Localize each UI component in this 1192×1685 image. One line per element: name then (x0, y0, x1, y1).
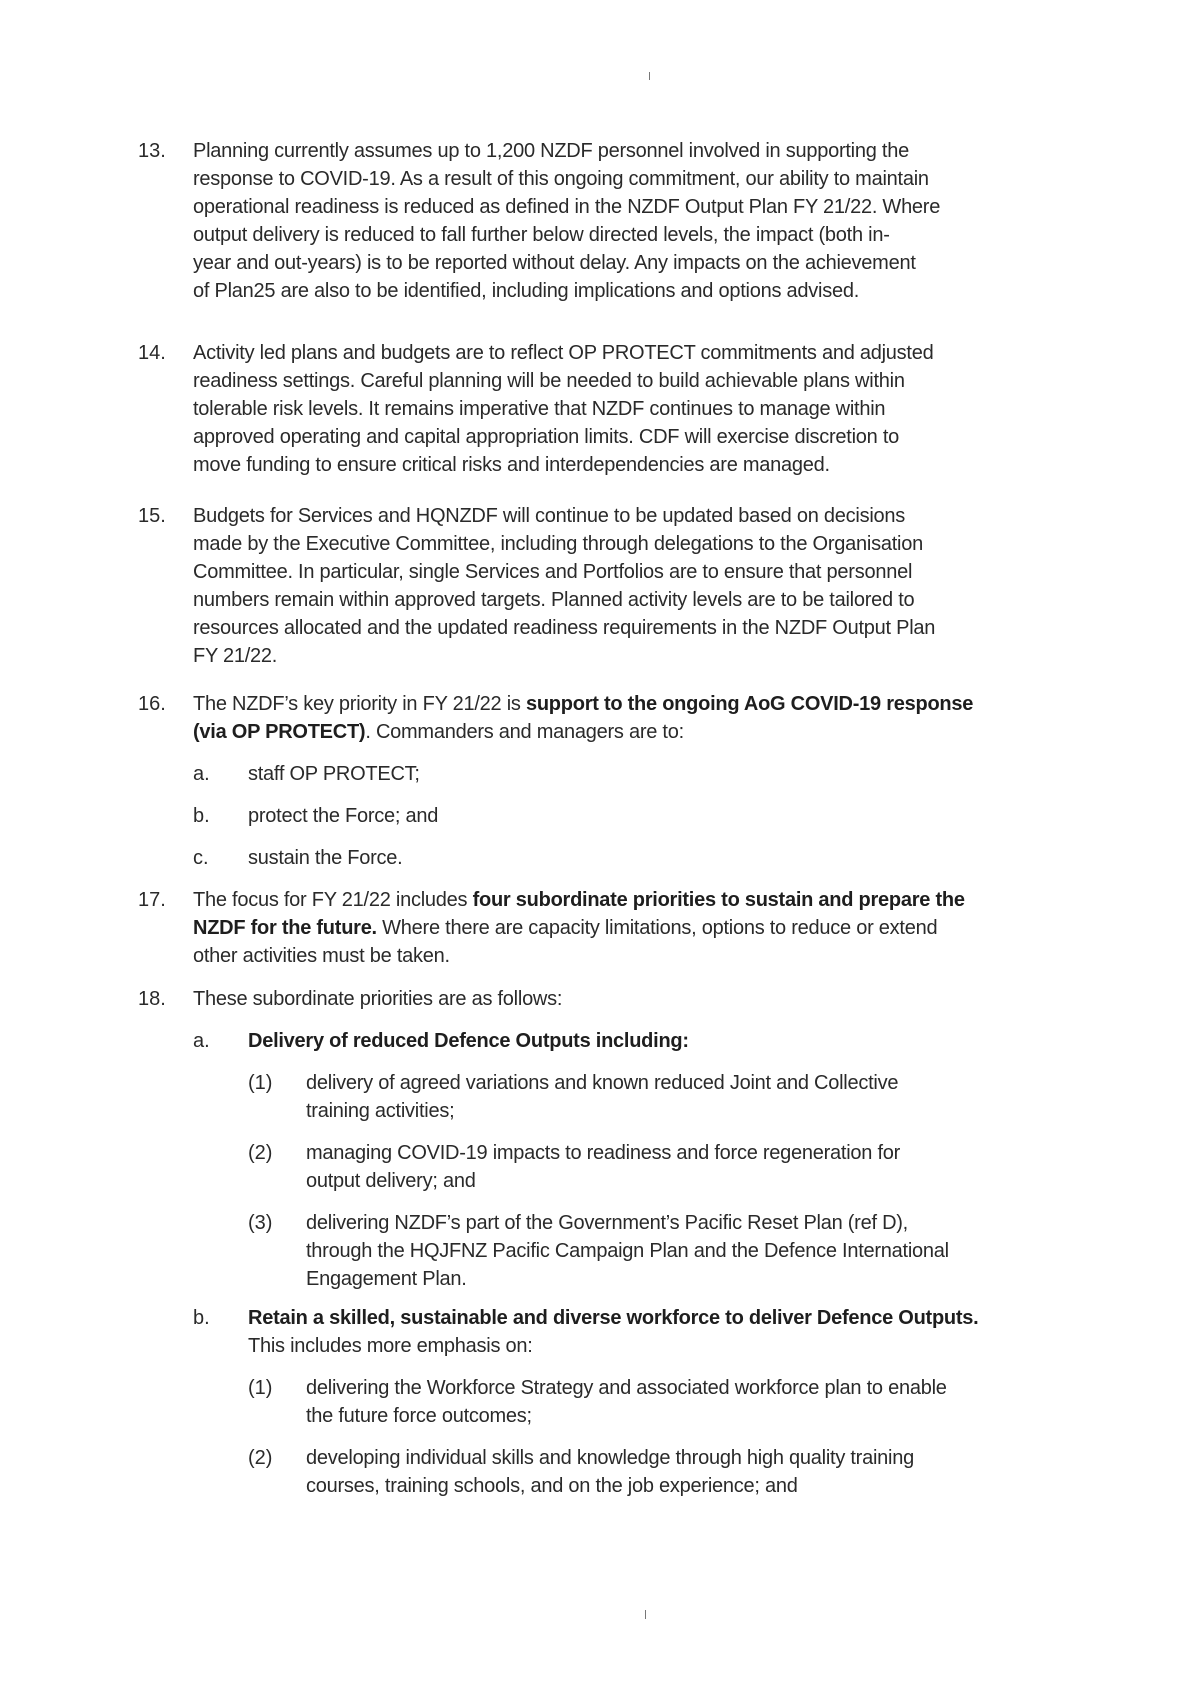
paragraph-line: of Plan25 are also to be identified, including implications and options advised. (193, 280, 859, 302)
paragraph-line: Budgets for Services and HQNZDF will continue to be updated based on decisions (193, 505, 906, 527)
paragraph-number: 15. (138, 505, 166, 527)
paragraph-line: Committee. In particular, single Services and Portfolios are to ensure that personnel (193, 561, 913, 583)
subsubitem-line: developing individual skills and knowledge through high quality training (306, 1447, 914, 1469)
subsubitem-line: delivery of agreed variations and known reduced Joint and Collective (306, 1072, 899, 1094)
paragraph-line (193, 886, 965, 914)
subsubitem-label: (2) (248, 1142, 273, 1164)
paragraph-line: FY 21/22. (193, 645, 278, 667)
paragraph-line (193, 718, 684, 746)
text-bold: four subordinate priorities to sustain and prepare the (472, 889, 965, 911)
item-label: c. (193, 847, 209, 869)
subsubitem-line: delivering NZDF’s part of the Government’s Pacific Reset Plan (ref D), (306, 1212, 908, 1234)
subsubitem-label: (3) (248, 1212, 273, 1234)
paragraph-line: made by the Executive Committee, including through delegations to the Organisation (193, 533, 923, 555)
subsubitem-line: delivering the Workforce Strategy and associated workforce plan to enable (306, 1377, 947, 1399)
paragraph-line: output delivery is reduced to fall further below directed levels, the impact (both in- (193, 224, 890, 246)
text-bold: NZDF for the future. (193, 917, 377, 939)
paragraph-line (193, 914, 937, 942)
paragraph-line: Planning currently assumes up to 1,200 NZDF personnel involved in supporting the (193, 140, 909, 162)
subitem-heading: Delivery of reduced Defence Outputs including: (248, 1030, 689, 1052)
subsubitem-line: the future force outcomes; (306, 1405, 532, 1427)
text-normal: The focus for FY 21/22 includes (193, 889, 473, 911)
text-normal: The NZDF’s key priority in FY 21/22 is (193, 693, 526, 715)
paragraph-line (193, 690, 973, 718)
paragraph-line: readiness settings. Careful planning will be needed to build achievable plans within (193, 370, 905, 392)
text-bold: (via OP PROTECT) (193, 721, 366, 743)
paragraph-line: year and out-years) is to be reported without delay. Any impacts on the achievement (193, 252, 916, 274)
text-normal: . Commanders and managers are to: (365, 721, 684, 743)
paragraph-line: tolerable risk levels. It remains imperative that NZDF continues to manage within (193, 398, 886, 420)
item-text: sustain the Force. (248, 847, 403, 869)
subsubitem-line: Engagement Plan. (306, 1268, 467, 1290)
subitem-label: a. (193, 1030, 210, 1052)
paragraph-number: 18. (138, 988, 166, 1010)
paragraph-line: other activities must be taken. (193, 945, 450, 967)
subitem-label: b. (193, 1307, 210, 1329)
item-text: protect the Force; and (248, 805, 439, 827)
paragraph-line: approved operating and capital appropriation limits. CDF will exercise discretion to (193, 426, 900, 448)
paragraph-line: numbers remain within approved targets. Planned activity levels are to be tailored to (193, 589, 915, 611)
paragraph-line: move funding to ensure critical risks and interdependencies are managed. (193, 454, 830, 476)
item-label: b. (193, 805, 210, 827)
item-text: staff OP PROTECT; (248, 763, 420, 785)
paragraph-number: 14. (138, 342, 166, 364)
paragraph-line: These subordinate priorities are as follows: (193, 988, 563, 1010)
paragraph-line: resources allocated and the updated readiness requirements in the NZDF Output Plan (193, 617, 936, 639)
paragraph-line: operational readiness is reduced as defined in the NZDF Output Plan FY 21/22. Where (193, 196, 941, 218)
subsubitem-line: training activities; (306, 1100, 455, 1122)
subsubitem-label: (2) (248, 1447, 273, 1469)
text-bold: support to the ongoing AoG COVID-19 response (525, 693, 974, 715)
item-label: a. (193, 763, 210, 785)
paragraph-line: response to COVID-19. As a result of this ongoing commitment, our ability to maintain (193, 168, 929, 190)
subsubitem-line: output delivery; and (306, 1170, 476, 1192)
subsubitem-line: managing COVID-19 impacts to readiness and force regeneration for (306, 1142, 901, 1164)
subitem-intro: This includes more emphasis on: (248, 1335, 533, 1357)
subsubitem-line: courses, training schools, and on the job experience; and (306, 1475, 798, 1497)
subsubitem-label: (1) (248, 1072, 273, 1094)
paragraph-number: 16. (138, 693, 166, 715)
paragraph-number: 13. (138, 140, 166, 162)
text-normal: Where there are capacity limitations, options to reduce or extend (376, 917, 938, 939)
paragraph-number: 17. (138, 889, 166, 911)
page-mark-top (649, 72, 650, 80)
paragraph-line: Activity led plans and budgets are to reflect OP PROTECT commitments and adjusted (193, 342, 934, 364)
subsubitem-line: through the HQJFNZ Pacific Campaign Plan and the Defence International (306, 1240, 949, 1262)
subitem-heading: Retain a skilled, sustainable and diverse workforce to deliver Defence Outputs. (248, 1307, 979, 1329)
subsubitem-label: (1) (248, 1377, 273, 1399)
page-mark-bottom (645, 1610, 646, 1619)
